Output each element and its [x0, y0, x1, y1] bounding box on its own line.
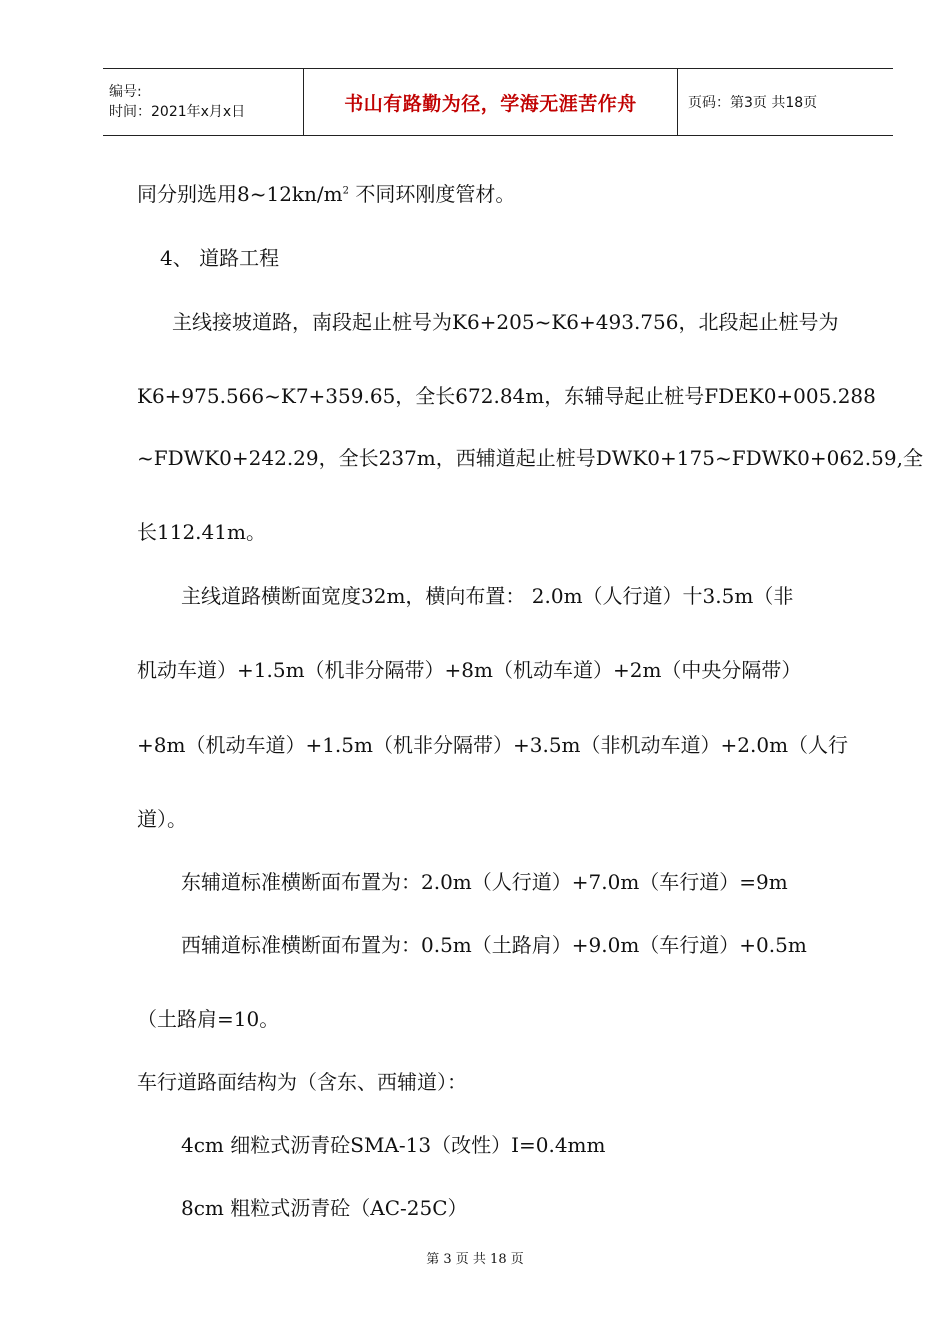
body-line-13: （土路肩=10。 [137, 1007, 280, 1031]
page-info-text: 页码：第3页 共18页 [688, 95, 818, 111]
header-motto [303, 69, 678, 135]
superscript-2: 2 [342, 185, 350, 197]
line-1-text-end: 不同环刚度管材。 [349, 182, 516, 206]
body-line-8: 机动车道）+1.5m（机非分隔带）+8m（机动车道）+2m（中央分隔带） [137, 658, 802, 682]
pavement-layer-1: 4cm 细粒式沥青砼SMA-13（改性）I=0.4mm [181, 1133, 606, 1157]
body-line-1 [137, 178, 515, 207]
document-number-label: 编号: [109, 84, 142, 100]
body-line-9: +8m（机动车道）+1.5m（机非分隔带）+3.5m（非机动车道）+2.0m（人行 [137, 733, 849, 757]
line-1-text: 同分别选用8~12kn/m [137, 182, 343, 206]
page-header [103, 68, 893, 136]
body-line-7: 主线道路横断面宽度32m，横向布置： 2.0m（人行道）十3.5m（非 [181, 584, 794, 608]
body-line-14: 车行道路面结构为（含东、西辅道）： [137, 1070, 467, 1094]
header-meta [103, 69, 303, 135]
footer-page-number: 第 3 页 共 18 页 [426, 1252, 524, 1267]
body-line-4: K6+975.566~K7+359.65，全长672.84m，东辅导起止桩号FDEK0+005.288 [137, 384, 876, 408]
header-page-info [678, 69, 893, 135]
motto-text: 书山有路勤为径，学海无涯苦作舟 [344, 92, 637, 115]
body-line-10: 道）。 [137, 807, 187, 831]
body-line-6: 长112.41m。 [137, 520, 266, 544]
section-heading: 4、 道路工程 [160, 246, 280, 270]
body-line-11: 东辅道标准横断面布置为：2.0m（人行道）+7.0m（车行道）=9m [181, 870, 788, 894]
pavement-layer-2: 8cm 粗粒式沥青砼（AC-25C） [181, 1196, 468, 1220]
document-date: 时间：2021年x月x日 [109, 104, 246, 120]
body-line-12: 西辅道标准横断面布置为：0.5m（土路肩）+9.0m（车行道）+0.5m [181, 933, 807, 957]
page-footer [0, 1248, 950, 1267]
body-line-5: ~FDWK0+242.29，全长237m，西辅道起止桩号DWK0+175~FDWK0+062.59,全 [137, 446, 923, 470]
body-line-3: 主线接坡道路，南段起止桩号为K6+205~K6+493.756，北段起止桩号为 [172, 310, 839, 334]
